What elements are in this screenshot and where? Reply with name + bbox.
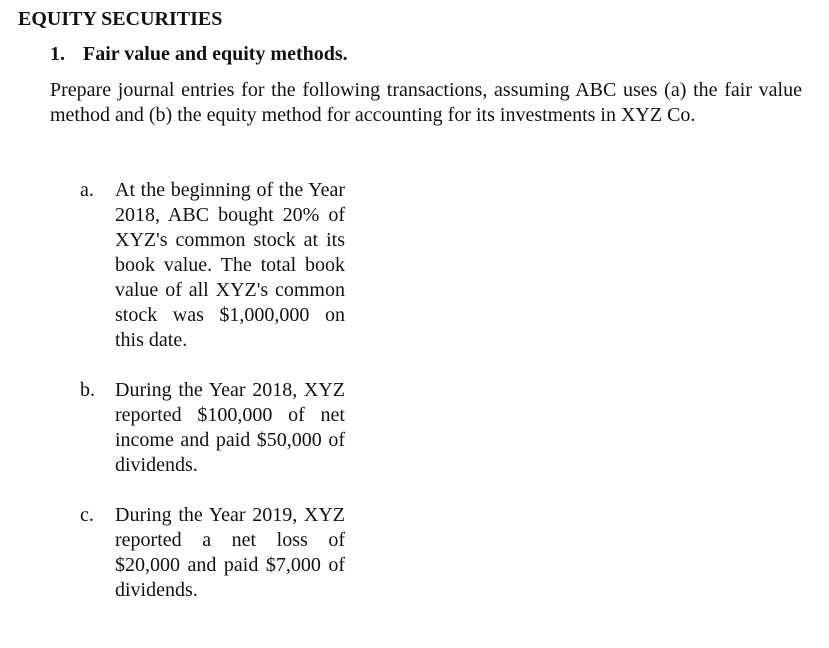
document-title: EQUITY SECURITIES (18, 8, 223, 30)
item-marker: c. (80, 504, 94, 526)
item-marker: b. (80, 379, 95, 401)
item-text: At the beginning of the Year 2018, ABC bought 20% of XYZ's common stock at its book value. The total book value of all XYZ's common stock was $1,000,000 on this date. (115, 179, 345, 351)
item-marker: a. (80, 179, 94, 201)
section-number: 1. (50, 43, 65, 65)
item-text: During the Year 2019, XYZ reported a net loss of $20,000 and paid $7,000 of dividends. (115, 504, 345, 601)
section-heading (50, 42, 348, 66)
item-text: During the Year 2018, XYZ reported $100,000 of net income and paid $50,000 of dividends. (115, 379, 345, 476)
transaction-item-b (80, 378, 345, 478)
transaction-list (80, 178, 345, 603)
transaction-item-c (80, 503, 345, 603)
instructions-paragraph: Prepare journal entries for the following transactions, assuming ABC uses (a) the fair value method and (b) the equity method for accounting for its investments in XYZ Co. (50, 79, 802, 126)
transaction-item-a (80, 178, 345, 353)
section-heading-text: Fair value and equity methods. (83, 43, 348, 65)
